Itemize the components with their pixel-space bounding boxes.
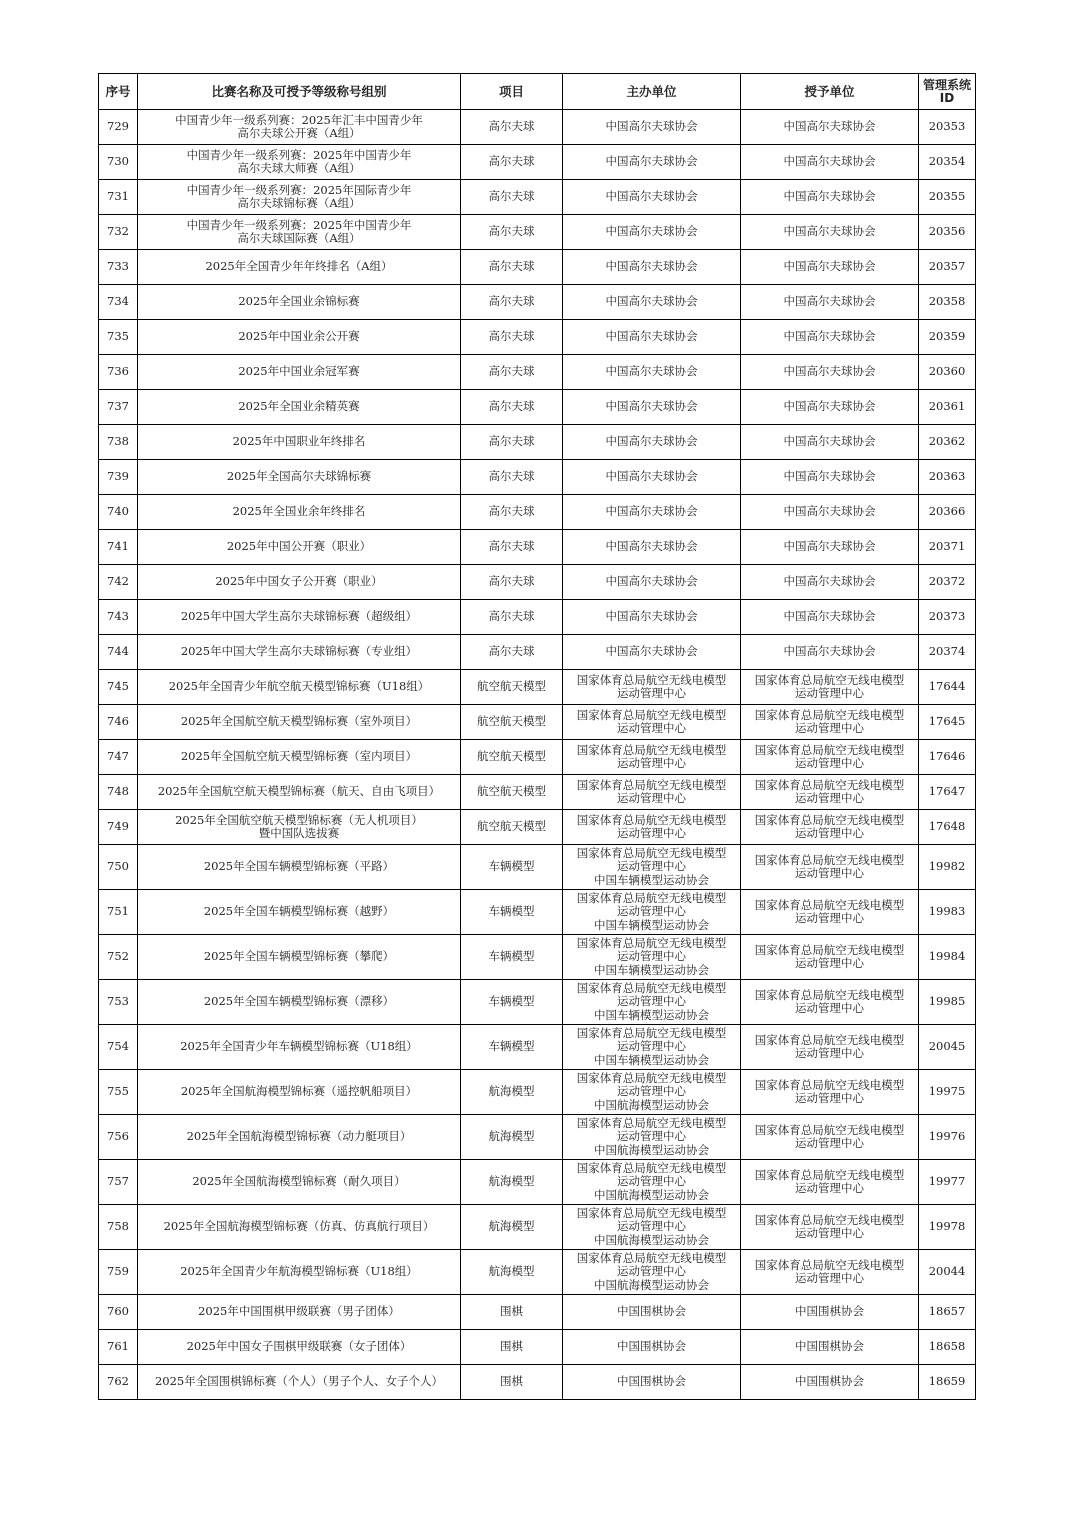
host-organization-cell: 中国高尔夫球协会 (563, 180, 741, 215)
host-organization-cell: 国家体育总局航空无线电模型 运动管理中心 中国车辆模型运动协会 (563, 980, 741, 1025)
host-organization-cell: 中国高尔夫球协会 (563, 355, 741, 390)
row-number-cell: 748 (99, 775, 138, 810)
system-id-cell: 20374 (919, 635, 976, 670)
system-id-cell: 20355 (919, 180, 976, 215)
table-row (99, 355, 976, 390)
table-row (99, 1250, 976, 1295)
sport-cell: 车辆模型 (461, 890, 563, 935)
host-organization-cell: 中国高尔夫球协会 (563, 600, 741, 635)
granting-organization-cell: 中国高尔夫球协会 (741, 145, 919, 180)
sport-cell: 高尔夫球 (461, 460, 563, 495)
granting-organization-cell: 中国围棋协会 (741, 1365, 919, 1400)
row-number-cell: 731 (99, 180, 138, 215)
granting-organization-cell: 国家体育总局航空无线电模型 运动管理中心 (741, 670, 919, 705)
system-id-cell: 17644 (919, 670, 976, 705)
row-number-cell: 743 (99, 600, 138, 635)
sport-cell: 高尔夫球 (461, 285, 563, 320)
host-organization-cell: 国家体育总局航空无线电模型 运动管理中心 中国航海模型运动协会 (563, 1160, 741, 1205)
granting-organization-cell: 中国高尔夫球协会 (741, 110, 919, 145)
competition-name-cell: 中国青少年一级系列赛：2025年中国青少年 高尔夫球大师赛（A组） (138, 145, 461, 180)
competition-name-cell: 2025年全国青少年年终排名（A组） (138, 250, 461, 285)
granting-organization-cell: 中国高尔夫球协会 (741, 320, 919, 355)
granting-organization-cell: 国家体育总局航空无线电模型 运动管理中心 (741, 810, 919, 845)
granting-organization-cell: 中国高尔夫球协会 (741, 285, 919, 320)
competition-name-cell: 2025年全国业余精英赛 (138, 390, 461, 425)
system-id-cell: 19977 (919, 1160, 976, 1205)
host-organization-cell: 国家体育总局航空无线电模型 运动管理中心 (563, 670, 741, 705)
row-number-cell: 740 (99, 495, 138, 530)
granting-organization-cell: 中国高尔夫球协会 (741, 495, 919, 530)
competition-name-cell: 2025年全国车辆模型锦标赛（漂移） (138, 980, 461, 1025)
sport-cell: 航海模型 (461, 1160, 563, 1205)
row-number-cell: 749 (99, 810, 138, 845)
row-number-cell: 747 (99, 740, 138, 775)
system-id-cell: 20360 (919, 355, 976, 390)
table-row (99, 775, 976, 810)
sport-cell: 围棋 (461, 1295, 563, 1330)
granting-organization-cell: 中国高尔夫球协会 (741, 565, 919, 600)
competition-name-cell: 2025年全国青少年航空航天模型锦标赛（U18组） (138, 670, 461, 705)
competition-name-cell: 2025年全国航海模型锦标赛（耐久项目） (138, 1160, 461, 1205)
host-organization-cell: 国家体育总局航空无线电模型 运动管理中心 中国航海模型运动协会 (563, 1070, 741, 1115)
table-row (99, 1295, 976, 1330)
table-row (99, 215, 976, 250)
granting-organization-cell: 中国高尔夫球协会 (741, 600, 919, 635)
system-id-cell: 19983 (919, 890, 976, 935)
competition-name-cell: 2025年全国航海模型锦标赛（遥控帆船项目） (138, 1070, 461, 1115)
table-row (99, 845, 976, 890)
host-organization-cell: 中国高尔夫球协会 (563, 565, 741, 600)
granting-organization-cell: 国家体育总局航空无线电模型 运动管理中心 (741, 1160, 919, 1205)
table-row (99, 460, 976, 495)
host-organization-cell: 国家体育总局航空无线电模型 运动管理中心 中国车辆模型运动协会 (563, 1025, 741, 1070)
competition-name-cell: 中国青少年一级系列赛：2025年中国青少年 高尔夫球国际赛（A组） (138, 215, 461, 250)
system-id-cell: 20362 (919, 425, 976, 460)
row-number-cell: 739 (99, 460, 138, 495)
row-number-cell: 744 (99, 635, 138, 670)
host-organization-cell: 中国高尔夫球协会 (563, 285, 741, 320)
table-row (99, 935, 976, 980)
competition-name-cell: 2025年全国航空航天模型锦标赛（航天、自由飞项目） (138, 775, 461, 810)
sport-cell: 高尔夫球 (461, 390, 563, 425)
system-id-cell: 20354 (919, 145, 976, 180)
header-no: 序号 (99, 74, 138, 110)
sport-cell: 航海模型 (461, 1250, 563, 1295)
competition-name-cell: 中国青少年一级系列赛：2025年国际青少年 高尔夫球锦标赛（A组） (138, 180, 461, 215)
granting-organization-cell: 国家体育总局航空无线电模型 运动管理中心 (741, 890, 919, 935)
table-row (99, 740, 976, 775)
table-row (99, 890, 976, 935)
granting-organization-cell: 中国高尔夫球协会 (741, 530, 919, 565)
row-number-cell: 762 (99, 1365, 138, 1400)
sport-cell: 高尔夫球 (461, 565, 563, 600)
row-number-cell: 756 (99, 1115, 138, 1160)
table-row (99, 705, 976, 740)
row-number-cell: 737 (99, 390, 138, 425)
competition-name-cell: 2025年全国车辆模型锦标赛（攀爬） (138, 935, 461, 980)
granting-organization-cell: 中国围棋协会 (741, 1295, 919, 1330)
granting-organization-cell: 国家体育总局航空无线电模型 运动管理中心 (741, 1115, 919, 1160)
host-organization-cell: 中国高尔夫球协会 (563, 425, 741, 460)
row-number-cell: 746 (99, 705, 138, 740)
row-number-cell: 759 (99, 1250, 138, 1295)
host-organization-cell: 中国围棋协会 (563, 1365, 741, 1400)
table-row (99, 1070, 976, 1115)
host-organization-cell: 中国高尔夫球协会 (563, 215, 741, 250)
host-organization-cell: 国家体育总局航空无线电模型 运动管理中心 中国航海模型运动协会 (563, 1250, 741, 1295)
table-row (99, 180, 976, 215)
host-organization-cell: 中国高尔夫球协会 (563, 145, 741, 180)
table-row (99, 980, 976, 1025)
system-id-cell: 17648 (919, 810, 976, 845)
system-id-cell: 20363 (919, 460, 976, 495)
host-organization-cell: 中国高尔夫球协会 (563, 320, 741, 355)
sport-cell: 高尔夫球 (461, 530, 563, 565)
row-number-cell: 734 (99, 285, 138, 320)
granting-organization-cell: 国家体育总局航空无线电模型 运动管理中心 (741, 980, 919, 1025)
sport-cell: 车辆模型 (461, 845, 563, 890)
host-organization-cell: 国家体育总局航空无线电模型 运动管理中心 中国航海模型运动协会 (563, 1115, 741, 1160)
sport-cell: 航空航天模型 (461, 670, 563, 705)
sport-cell: 围棋 (461, 1365, 563, 1400)
competition-name-cell: 2025年全国高尔夫球锦标赛 (138, 460, 461, 495)
header-grant: 授予单位 (741, 74, 919, 110)
system-id-cell: 20045 (919, 1025, 976, 1070)
host-organization-cell: 国家体育总局航空无线电模型 运动管理中心 中国航海模型运动协会 (563, 1205, 741, 1250)
granting-organization-cell: 国家体育总局航空无线电模型 运动管理中心 (741, 1070, 919, 1115)
granting-organization-cell: 国家体育总局航空无线电模型 运动管理中心 (741, 845, 919, 890)
row-number-cell: 738 (99, 425, 138, 460)
competition-name-cell: 2025年全国车辆模型锦标赛（越野） (138, 890, 461, 935)
host-organization-cell: 中国围棋协会 (563, 1295, 741, 1330)
table-row (99, 320, 976, 355)
host-organization-cell: 中国高尔夫球协会 (563, 110, 741, 145)
table-row (99, 1205, 976, 1250)
competition-name-cell: 2025年中国职业年终排名 (138, 425, 461, 460)
host-organization-cell: 中国高尔夫球协会 (563, 460, 741, 495)
row-number-cell: 751 (99, 890, 138, 935)
competition-name-cell: 2025年全国业余锦标赛 (138, 285, 461, 320)
granting-organization-cell: 国家体育总局航空无线电模型 运动管理中心 (741, 740, 919, 775)
granting-organization-cell: 中国高尔夫球协会 (741, 460, 919, 495)
competition-name-cell: 2025年全国航空航天模型锦标赛（无人机项目） 暨中国队选拔赛 (138, 810, 461, 845)
system-id-cell: 18659 (919, 1365, 976, 1400)
row-number-cell: 735 (99, 320, 138, 355)
sport-cell: 航空航天模型 (461, 740, 563, 775)
sport-cell: 航空航天模型 (461, 705, 563, 740)
granting-organization-cell: 中国高尔夫球协会 (741, 250, 919, 285)
table-row (99, 390, 976, 425)
competition-name-cell: 2025年全国航空航天模型锦标赛（室内项目） (138, 740, 461, 775)
competition-name-cell: 2025年全国青少年航海模型锦标赛（U18组） (138, 1250, 461, 1295)
sport-cell: 围棋 (461, 1330, 563, 1365)
header-host: 主办单位 (563, 74, 741, 110)
system-id-cell: 17645 (919, 705, 976, 740)
granting-organization-cell: 中国高尔夫球协会 (741, 390, 919, 425)
table-row (99, 1115, 976, 1160)
row-number-cell: 754 (99, 1025, 138, 1070)
sport-cell: 高尔夫球 (461, 320, 563, 355)
table-row (99, 425, 976, 460)
row-number-cell: 732 (99, 215, 138, 250)
row-number-cell: 730 (99, 145, 138, 180)
table-row (99, 635, 976, 670)
sport-cell: 高尔夫球 (461, 355, 563, 390)
row-number-cell: 761 (99, 1330, 138, 1365)
row-number-cell: 750 (99, 845, 138, 890)
host-organization-cell: 国家体育总局航空无线电模型 运动管理中心 中国车辆模型运动协会 (563, 935, 741, 980)
system-id-cell: 20372 (919, 565, 976, 600)
granting-organization-cell: 中国围棋协会 (741, 1330, 919, 1365)
granting-organization-cell: 国家体育总局航空无线电模型 运动管理中心 (741, 705, 919, 740)
granting-organization-cell: 国家体育总局航空无线电模型 运动管理中心 (741, 775, 919, 810)
competition-name-cell: 2025年中国业余公开赛 (138, 320, 461, 355)
system-id-cell: 20358 (919, 285, 976, 320)
granting-organization-cell: 中国高尔夫球协会 (741, 355, 919, 390)
system-id-cell: 17647 (919, 775, 976, 810)
host-organization-cell: 中国围棋协会 (563, 1330, 741, 1365)
sport-cell: 高尔夫球 (461, 215, 563, 250)
system-id-cell: 20373 (919, 600, 976, 635)
row-number-cell: 755 (99, 1070, 138, 1115)
header-id: 管理系统ID (919, 74, 976, 110)
host-organization-cell: 中国高尔夫球协会 (563, 530, 741, 565)
competition-name-cell: 2025年全国航空航天模型锦标赛（室外项目） (138, 705, 461, 740)
competition-name-cell: 2025年全国车辆模型锦标赛（平路） (138, 845, 461, 890)
system-id-cell: 19978 (919, 1205, 976, 1250)
system-id-cell: 19976 (919, 1115, 976, 1160)
table-row (99, 600, 976, 635)
sport-cell: 高尔夫球 (461, 425, 563, 460)
sport-cell: 航空航天模型 (461, 775, 563, 810)
system-id-cell: 20366 (919, 495, 976, 530)
system-id-cell: 20044 (919, 1250, 976, 1295)
competition-name-cell: 中国青少年一级系列赛：2025年汇丰中国青少年 高尔夫球公开赛（A组） (138, 110, 461, 145)
competition-name-cell: 2025年全国青少年车辆模型锦标赛（U18组） (138, 1025, 461, 1070)
system-id-cell: 20353 (919, 110, 976, 145)
host-organization-cell: 中国高尔夫球协会 (563, 635, 741, 670)
competition-name-cell: 2025年中国女子公开赛（职业） (138, 565, 461, 600)
table-body (99, 110, 976, 1400)
table-row (99, 1025, 976, 1070)
host-organization-cell: 国家体育总局航空无线电模型 运动管理中心 (563, 810, 741, 845)
granting-organization-cell: 中国高尔夫球协会 (741, 180, 919, 215)
sport-cell: 航空航天模型 (461, 810, 563, 845)
row-number-cell: 741 (99, 530, 138, 565)
granting-organization-cell: 国家体育总局航空无线电模型 运动管理中心 (741, 1250, 919, 1295)
table-row (99, 530, 976, 565)
header-sport: 项目 (461, 74, 563, 110)
table-row (99, 495, 976, 530)
table-row (99, 145, 976, 180)
sport-cell: 高尔夫球 (461, 145, 563, 180)
host-organization-cell: 中国高尔夫球协会 (563, 250, 741, 285)
system-id-cell: 19982 (919, 845, 976, 890)
competition-name-cell: 2025年全国航海模型锦标赛（动力艇项目） (138, 1115, 461, 1160)
granting-organization-cell: 中国高尔夫球协会 (741, 425, 919, 460)
granting-organization-cell: 国家体育总局航空无线电模型 运动管理中心 (741, 1025, 919, 1070)
row-number-cell: 758 (99, 1205, 138, 1250)
sport-cell: 车辆模型 (461, 1025, 563, 1070)
sport-cell: 高尔夫球 (461, 250, 563, 285)
competition-name-cell: 2025年中国大学生高尔夫球锦标赛（超级组） (138, 600, 461, 635)
system-id-cell: 19985 (919, 980, 976, 1025)
host-organization-cell: 国家体育总局航空无线电模型 运动管理中心 (563, 775, 741, 810)
system-id-cell: 17646 (919, 740, 976, 775)
row-number-cell: 753 (99, 980, 138, 1025)
competition-name-cell: 2025年全国航海模型锦标赛（仿真、仿真航行项目） (138, 1205, 461, 1250)
competition-table (98, 73, 976, 1400)
competition-name-cell: 2025年中国女子围棋甲级联赛（女子团体） (138, 1330, 461, 1365)
competition-name-cell: 2025年中国公开赛（职业） (138, 530, 461, 565)
table-row (99, 285, 976, 320)
system-id-cell: 20359 (919, 320, 976, 355)
table-row (99, 1160, 976, 1205)
granting-organization-cell: 国家体育总局航空无线电模型 运动管理中心 (741, 935, 919, 980)
table-row (99, 1365, 976, 1400)
granting-organization-cell: 中国高尔夫球协会 (741, 215, 919, 250)
sport-cell: 车辆模型 (461, 935, 563, 980)
competition-name-cell: 2025年全国业余年终排名 (138, 495, 461, 530)
system-id-cell: 20361 (919, 390, 976, 425)
row-number-cell: 733 (99, 250, 138, 285)
host-organization-cell: 国家体育总局航空无线电模型 运动管理中心 中国车辆模型运动协会 (563, 890, 741, 935)
sport-cell: 航海模型 (461, 1115, 563, 1160)
row-number-cell: 729 (99, 110, 138, 145)
competition-name-cell: 2025年中国围棋甲级联赛（男子团体） (138, 1295, 461, 1330)
system-id-cell: 18657 (919, 1295, 976, 1330)
table-row (99, 810, 976, 845)
table-row (99, 565, 976, 600)
row-number-cell: 736 (99, 355, 138, 390)
granting-organization-cell: 中国高尔夫球协会 (741, 635, 919, 670)
sport-cell: 车辆模型 (461, 980, 563, 1025)
system-id-cell: 19984 (919, 935, 976, 980)
competition-name-cell: 2025年中国业余冠军赛 (138, 355, 461, 390)
sport-cell: 高尔夫球 (461, 495, 563, 530)
host-organization-cell: 国家体育总局航空无线电模型 运动管理中心 (563, 705, 741, 740)
table-row (99, 110, 976, 145)
row-number-cell: 760 (99, 1295, 138, 1330)
host-organization-cell: 中国高尔夫球协会 (563, 495, 741, 530)
system-id-cell: 19975 (919, 1070, 976, 1115)
sport-cell: 航海模型 (461, 1070, 563, 1115)
table-row (99, 670, 976, 705)
row-number-cell: 757 (99, 1160, 138, 1205)
system-id-cell: 20371 (919, 530, 976, 565)
host-organization-cell: 中国高尔夫球协会 (563, 390, 741, 425)
table-header-row (99, 74, 976, 110)
sport-cell: 高尔夫球 (461, 600, 563, 635)
system-id-cell: 20356 (919, 215, 976, 250)
row-number-cell: 742 (99, 565, 138, 600)
header-name: 比赛名称及可授予等级称号组别 (138, 74, 461, 110)
sport-cell: 高尔夫球 (461, 180, 563, 215)
competition-name-cell: 2025年中国大学生高尔夫球锦标赛（专业组） (138, 635, 461, 670)
table-row (99, 1330, 976, 1365)
host-organization-cell: 国家体育总局航空无线电模型 运动管理中心 中国车辆模型运动协会 (563, 845, 741, 890)
table-row (99, 250, 976, 285)
sport-cell: 高尔夫球 (461, 635, 563, 670)
row-number-cell: 745 (99, 670, 138, 705)
system-id-cell: 18658 (919, 1330, 976, 1365)
sport-cell: 航海模型 (461, 1205, 563, 1250)
host-organization-cell: 国家体育总局航空无线电模型 运动管理中心 (563, 740, 741, 775)
row-number-cell: 752 (99, 935, 138, 980)
competition-name-cell: 2025年全国围棋锦标赛（个人）（男子个人、女子个人） (138, 1365, 461, 1400)
granting-organization-cell: 国家体育总局航空无线电模型 运动管理中心 (741, 1205, 919, 1250)
sport-cell: 高尔夫球 (461, 110, 563, 145)
system-id-cell: 20357 (919, 250, 976, 285)
